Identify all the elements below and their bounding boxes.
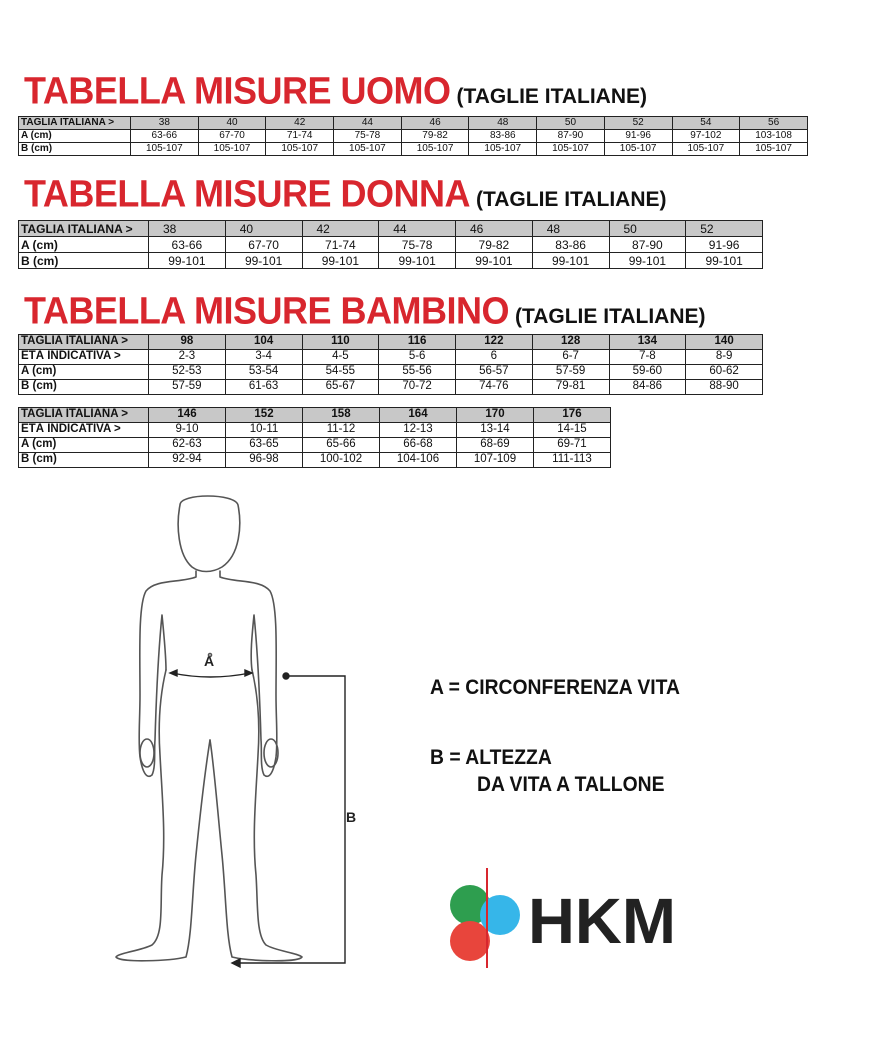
label-b: B (346, 809, 357, 825)
table-cell: 48 (532, 221, 609, 237)
table-cell: 103-108 (740, 130, 808, 143)
table-cell: 9-10 (149, 423, 226, 438)
table-row (19, 143, 808, 156)
left-side-outline (139, 571, 196, 776)
table-cell: 65-67 (302, 380, 379, 395)
table-cell: 87-90 (537, 130, 605, 143)
table-row (19, 438, 611, 453)
table-cell: 57-59 (149, 380, 226, 395)
table-cell: 99-101 (532, 253, 609, 269)
table-cell: 84-86 (609, 380, 686, 395)
table-cell: 48 (469, 117, 537, 130)
table-cell: 5-6 (379, 350, 456, 365)
row-label: ETÀ INDICATIVA > (19, 350, 149, 365)
title-bambino-main: TABELLA MISURE BAMBINO (24, 288, 509, 332)
table-row (19, 365, 763, 380)
table-cell: 111-113 (534, 453, 611, 468)
table-cell: 65-66 (303, 438, 380, 453)
row-label: TAGLIA ITALIANA > (19, 335, 149, 350)
left-hand (140, 739, 154, 767)
table-cell: 4-5 (302, 350, 379, 365)
logo-circle-red (450, 921, 490, 961)
title-bambino-sub: (TAGLIE ITALIANE) (514, 305, 706, 328)
table-cell: 67-70 (198, 130, 266, 143)
legend-b-2: DA VITA A TALLONE (477, 773, 665, 796)
table-cell: 92-94 (149, 453, 226, 468)
table-cell: 71-74 (266, 130, 334, 143)
table-cell: 105-107 (266, 143, 334, 156)
table-row (19, 221, 763, 237)
label-a: A (204, 653, 215, 669)
table-cell: 10-11 (226, 423, 303, 438)
table-cell: 12-13 (380, 423, 457, 438)
table-cell: 50 (609, 221, 686, 237)
table-cell: 56 (740, 117, 808, 130)
table-cell: 44 (379, 221, 456, 237)
legend-a: A = CIRCONFERENZA VITA (430, 676, 680, 699)
table-cell: 99-101 (456, 253, 533, 269)
row-label: TAGLIA ITALIANA > (19, 221, 149, 237)
row-label: B (cm) (19, 380, 149, 395)
title-uomo-sub: (TAGLIE ITALIANE) (456, 85, 648, 108)
right-leg-outline (210, 670, 302, 961)
body-figure (100, 495, 400, 975)
table-row (19, 117, 808, 130)
table-cell: 67-70 (225, 237, 302, 253)
table-cell: 170 (457, 408, 534, 423)
waist-line-a (172, 673, 250, 677)
table-cell: 68-69 (457, 438, 534, 453)
table-cell: 6-7 (532, 350, 609, 365)
table-cell: 66-68 (380, 438, 457, 453)
table-cell: 100-102 (303, 453, 380, 468)
table-cell: 99-101 (686, 253, 763, 269)
table-row (19, 335, 763, 350)
table-cell: 6 (456, 350, 533, 365)
row-label: TAGLIA ITALIANA > (19, 117, 131, 130)
table-cell: 42 (302, 221, 379, 237)
table-cell: 99-101 (379, 253, 456, 269)
table-cell: 79-82 (401, 130, 469, 143)
table-cell: 104-106 (380, 453, 457, 468)
table-cell: 99-101 (149, 253, 226, 269)
table-cell: 158 (303, 408, 380, 423)
table-cell: 61-63 (225, 380, 302, 395)
table-cell: 98 (149, 335, 226, 350)
table-cell: 71-74 (302, 237, 379, 253)
table-row (19, 237, 763, 253)
title-donna-main: TABELLA MISURE DONNA (24, 171, 470, 215)
table-cell: 52 (604, 117, 672, 130)
table-cell: 122 (456, 335, 533, 350)
table-cell: 54 (672, 117, 740, 130)
row-label: A (cm) (19, 438, 149, 453)
table-cell: 3-4 (225, 350, 302, 365)
row-label: ETÀ INDICATIVA > (19, 423, 149, 438)
size-table-donna (18, 220, 763, 269)
table-cell: 83-86 (469, 130, 537, 143)
table-cell: 2-3 (149, 350, 226, 365)
table-cell: 62-63 (149, 438, 226, 453)
table-cell: 105-107 (469, 143, 537, 156)
hkm-logo (440, 865, 690, 975)
row-label: B (cm) (19, 253, 149, 269)
table-cell: 55-56 (379, 365, 456, 380)
table-cell: 60-62 (686, 365, 763, 380)
table-cell: 63-66 (149, 237, 226, 253)
table-cell: 91-96 (686, 237, 763, 253)
table-cell: 70-72 (379, 380, 456, 395)
table-cell: 79-81 (532, 380, 609, 395)
size-table-uomo (18, 116, 808, 156)
table-cell: 134 (609, 335, 686, 350)
table-cell: 105-107 (198, 143, 266, 156)
table-cell: 105-107 (672, 143, 740, 156)
table-cell: 63-66 (131, 130, 199, 143)
table-row (19, 453, 611, 468)
table-cell: 42 (266, 117, 334, 130)
table-cell: 97-102 (672, 130, 740, 143)
table-cell: 146 (149, 408, 226, 423)
table-cell: 105-107 (740, 143, 808, 156)
size-table-bambino-2 (18, 407, 611, 468)
table-row (19, 423, 611, 438)
table-cell: 128 (532, 335, 609, 350)
table-cell: 110 (302, 335, 379, 350)
title-uomo-main: TABELLA MISURE UOMO (24, 68, 451, 112)
table-cell: 83-86 (532, 237, 609, 253)
table-cell: 99-101 (225, 253, 302, 269)
table-cell: 11-12 (303, 423, 380, 438)
height-line-b (236, 676, 345, 963)
table-cell: 91-96 (604, 130, 672, 143)
table-cell: 96-98 (226, 453, 303, 468)
table-cell: 63-65 (226, 438, 303, 453)
table-cell: 38 (131, 117, 199, 130)
table-cell: 38 (149, 221, 226, 237)
table-cell: 74-76 (456, 380, 533, 395)
table-cell: 75-78 (334, 130, 402, 143)
row-label: B (cm) (19, 143, 131, 156)
left-leg-outline (116, 670, 210, 961)
table-cell: 176 (534, 408, 611, 423)
table-cell: 88-90 (686, 380, 763, 395)
table-cell: 52 (686, 221, 763, 237)
table-cell: 57-59 (532, 365, 609, 380)
waist-arrow-left (170, 670, 177, 676)
table-cell: 164 (380, 408, 457, 423)
table-cell: 105-107 (401, 143, 469, 156)
table-cell: 75-78 (379, 237, 456, 253)
table-cell: 107-109 (457, 453, 534, 468)
table-cell: 56-57 (456, 365, 533, 380)
table-cell: 13-14 (457, 423, 534, 438)
table-cell: 99-101 (609, 253, 686, 269)
table-cell: 53-54 (225, 365, 302, 380)
table-cell: 105-107 (604, 143, 672, 156)
table-cell: 99-101 (302, 253, 379, 269)
table-cell: 46 (401, 117, 469, 130)
table-cell: 116 (379, 335, 456, 350)
row-label: TAGLIA ITALIANA > (19, 408, 149, 423)
table-cell: 54-55 (302, 365, 379, 380)
table-cell: 7-8 (609, 350, 686, 365)
head-outline (178, 496, 240, 572)
table-cell: 152 (226, 408, 303, 423)
table-cell: 140 (686, 335, 763, 350)
table-cell: 69-71 (534, 438, 611, 453)
title-uomo (24, 70, 647, 112)
table-cell: 105-107 (131, 143, 199, 156)
table-cell: 40 (198, 117, 266, 130)
table-row (19, 380, 763, 395)
row-label: B (cm) (19, 453, 149, 468)
height-arrow (232, 959, 240, 967)
title-donna-sub: (TAGLIE ITALIANE) (475, 188, 667, 211)
table-cell: 59-60 (609, 365, 686, 380)
table-cell: 104 (225, 335, 302, 350)
table-row (19, 253, 763, 269)
waist-arrow-right (245, 670, 252, 676)
table-cell: 46 (456, 221, 533, 237)
table-row (19, 408, 611, 423)
row-label: A (cm) (19, 130, 131, 143)
row-label: A (cm) (19, 237, 149, 253)
table-cell: 52-53 (149, 365, 226, 380)
table-cell: 14-15 (534, 423, 611, 438)
table-cell: 105-107 (537, 143, 605, 156)
table-cell: 79-82 (456, 237, 533, 253)
size-table-bambino-1 (18, 334, 763, 395)
table-cell: 8-9 (686, 350, 763, 365)
row-label: A (cm) (19, 365, 149, 380)
table-cell: 50 (537, 117, 605, 130)
title-donna (24, 173, 667, 215)
table-cell: 105-107 (334, 143, 402, 156)
table-cell: 40 (225, 221, 302, 237)
legend-b-1: B = ALTEZZA (430, 746, 552, 769)
title-bambino (24, 290, 706, 332)
logo-text: HKM (528, 885, 676, 957)
table-cell: 87-90 (609, 237, 686, 253)
table-row (19, 350, 763, 365)
table-cell: 44 (334, 117, 402, 130)
table-row (19, 130, 808, 143)
